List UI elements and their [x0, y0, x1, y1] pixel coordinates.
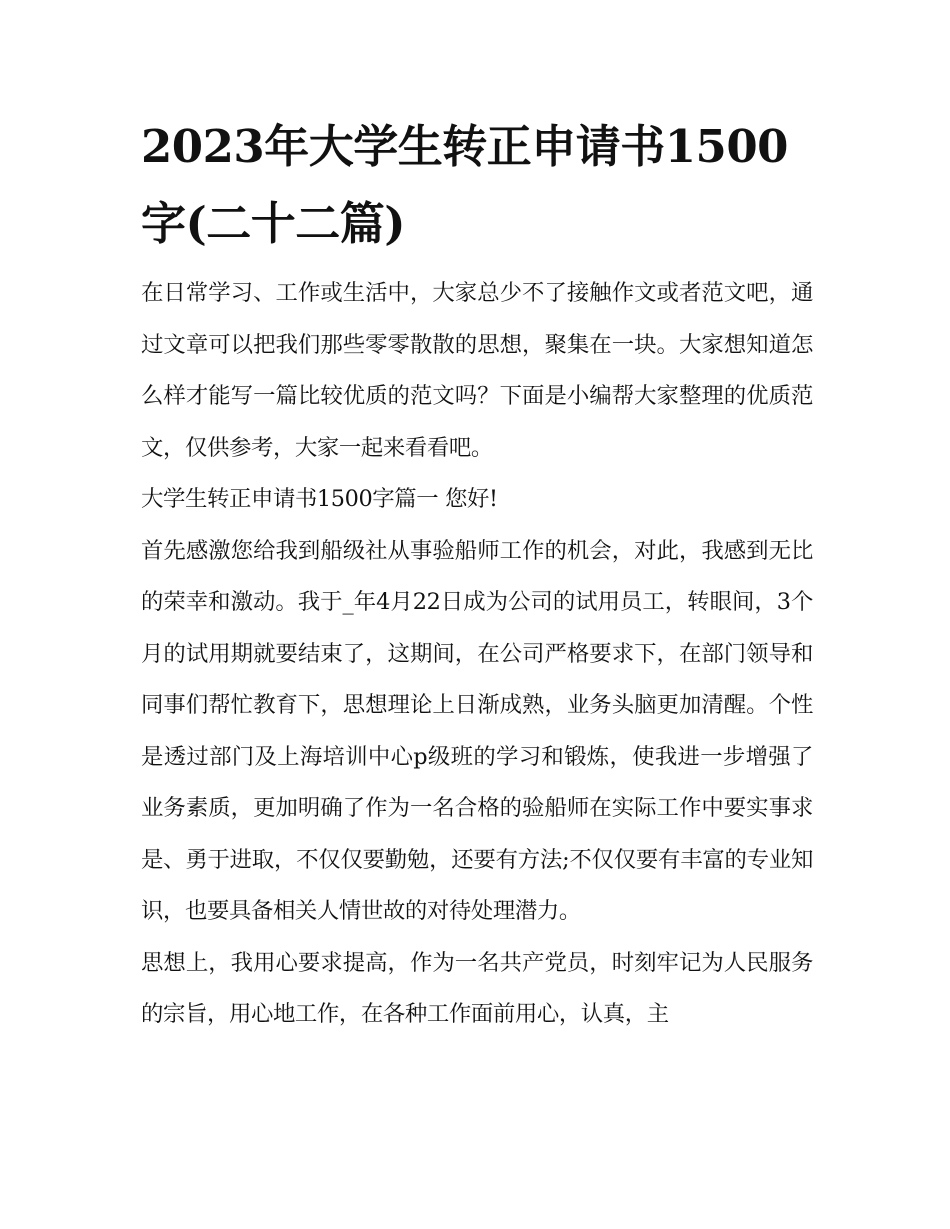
body-paragraph-1: 首先感激您给我到船级社从事验船师工作的机会，对此，我感到无比的荣幸和激动。我于_年4月22日成为公司的试用员工，转眼间，3个月的试用期就要结束了，这期间，在公司严格要求下，在部门领导和同事们帮忙教育下，思想理论上日渐成熟，业务头脑更加清醒。个性是透过部门及上海培训中心p级班的学习和锻炼，使我进一步增强了业务素质，更加明确了作为一名合格的验船师在实际工作中要实事求是、勇于进取，不仅仅要勤勉，还要有方法;不仅仅要有丰富的专业知识，也要具备相关人情世故的对待处理潜力。: [141, 537, 813, 924]
document-body: [141, 108, 813, 1041]
intro-paragraph: 在日常学习、工作或生活中，大家总少不了接触作文或者范文吧，通过文章可以把我们那些零零散散的思想，聚集在一块。大家想知道怎么样才能写一篇比较优质的范文吗？下面是小编帮大家整理的优质范文，仅供参考，大家一起来看看吧。: [141, 280, 813, 461]
document-title: 2023年大学生转正申请书1500字(二十二篇): [141, 120, 788, 250]
body-paragraph-2: 思想上，我用心要求提高，作为一名共产党员，时刻牢记为人民服务的宗旨，用心地工作，在各种工作面前用心，认真，主: [141, 949, 813, 1027]
title-block: [141, 108, 813, 262]
section-heading-paragraph: 大学生转正申请书1500字篇一 您好!: [141, 486, 498, 512]
